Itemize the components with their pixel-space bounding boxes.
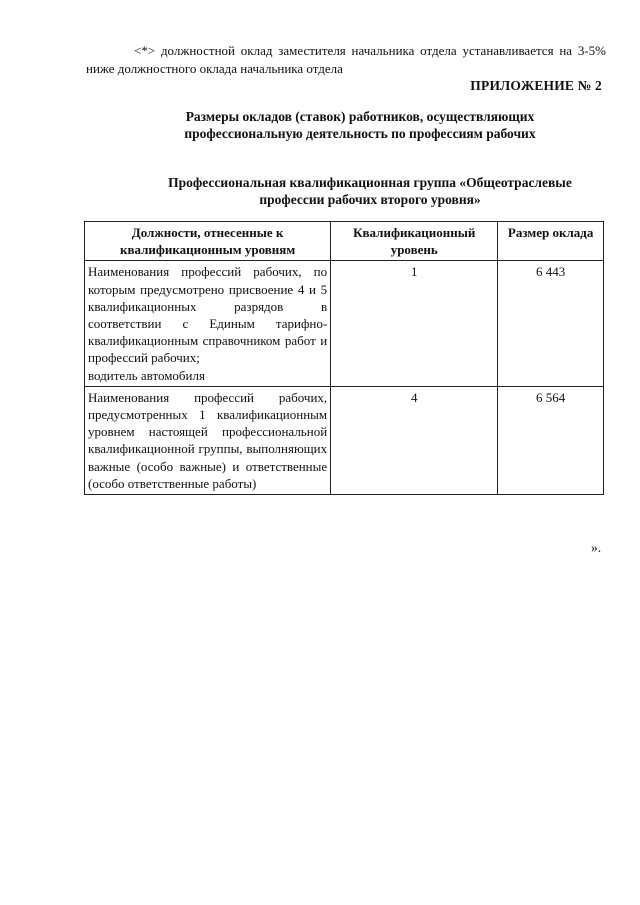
- header-salary: Размер оклада: [498, 222, 604, 261]
- row-1-level: 1: [331, 261, 498, 386]
- document-title: Размеры окладов (ставок) работников, осуществляющих профессиональную деятельность по профессиям рабочих: [184, 109, 536, 141]
- appendix-label: ПРИЛОЖЕНИЕ № 2: [470, 78, 602, 93]
- row-2-salary: 6 564: [498, 386, 604, 494]
- table-row: [85, 261, 604, 386]
- row-1-position-text: Наименования профессий рабочих, по которым предусмотрено присвоение 4 и 5 квалификационных разрядов в соответствии с Единым тарифно-квалификационным справочником работ и профессий рабочих;: [88, 264, 328, 366]
- row-2-positions: [85, 386, 331, 494]
- closing-quote-mark: ».: [591, 540, 602, 555]
- salary-table: [84, 221, 604, 495]
- row-1-position-extra: водитель автомобиля: [88, 367, 205, 383]
- header-positions: Должности, отнесенные к квалификационным уровням: [85, 222, 331, 261]
- row-1-salary: 6 443: [498, 261, 604, 386]
- row-2-level: 4: [331, 386, 498, 494]
- table-row: [85, 386, 604, 494]
- header-qualification-level: Квалификационный уровень: [331, 222, 498, 261]
- row-2-position-text: Наименования профессий рабочих, предусмотренных 1 квалификационным уровнем настоящей профессиональной квалификационной группы, выполняющих важные (особо важные) и ответственные (особо ответственные работы): [88, 389, 328, 491]
- qualification-group-title: Профессиональная квалификационная группа «Общеотраслевые профессии рабочих второго уровня»: [168, 175, 572, 207]
- footnote-text: <*> должностной оклад заместителя начальника отдела устанавливается на 3-5% ниже должностного оклада начальника отдела: [86, 43, 606, 76]
- table-header-row: [85, 222, 604, 261]
- row-1-positions: [85, 261, 331, 386]
